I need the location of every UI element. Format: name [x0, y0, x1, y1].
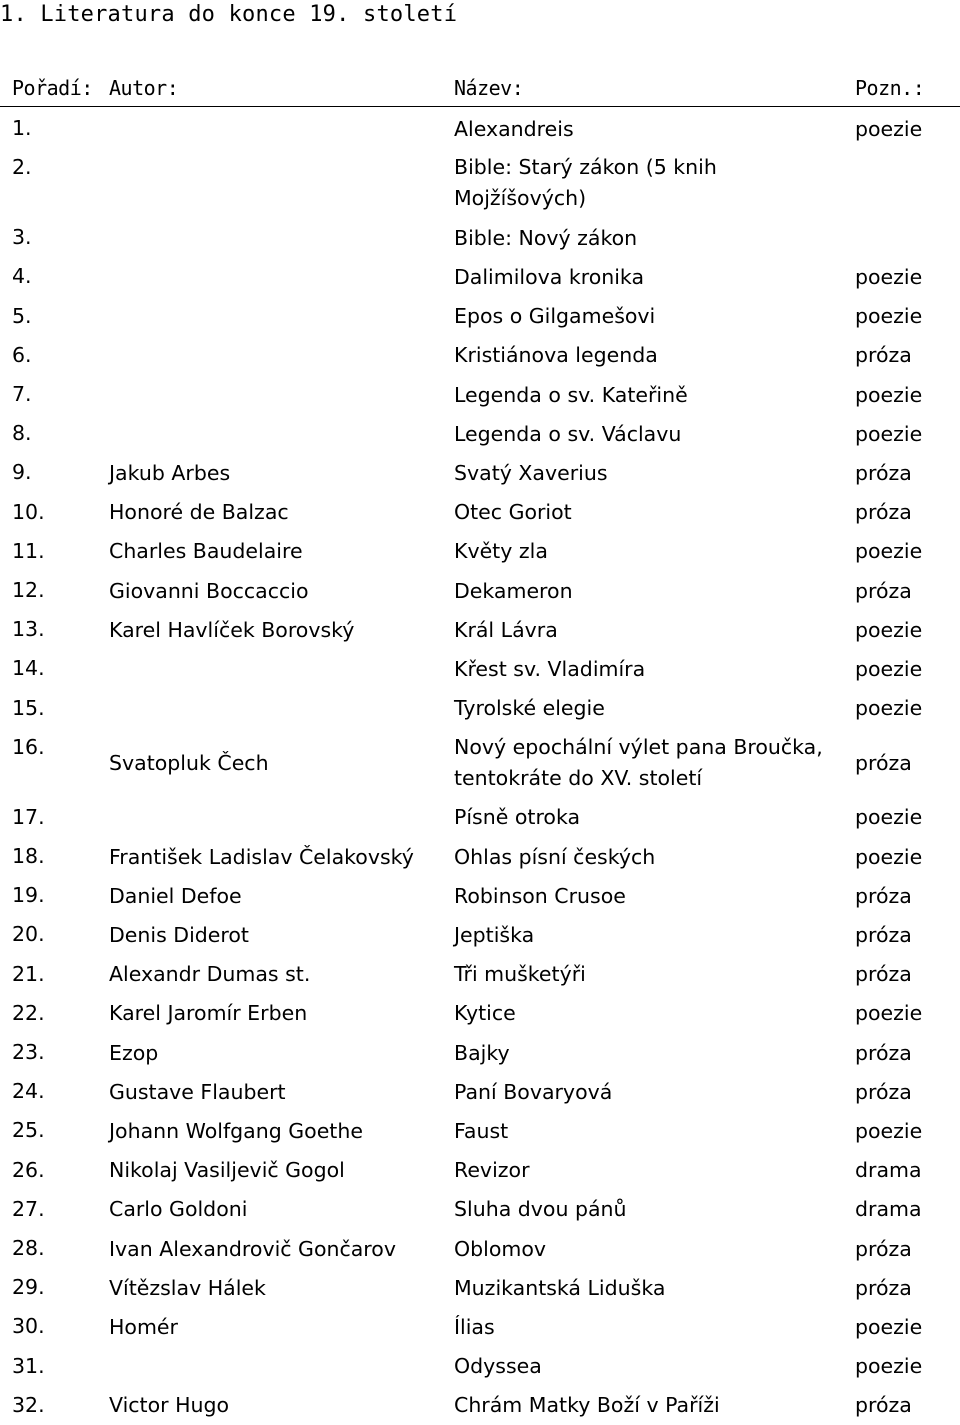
row-author: Denis Diderot — [109, 922, 249, 947]
row-note: poezie — [855, 617, 923, 642]
table-row — [0, 1347, 960, 1386]
table-row — [0, 493, 960, 532]
row-number: 21. — [12, 961, 45, 986]
row-author: Johann Wolfgang Goethe — [109, 1118, 363, 1143]
table-row — [0, 689, 960, 728]
row-note: próza — [855, 1275, 912, 1300]
row-number: 7. — [12, 382, 32, 406]
row-number: 31. — [12, 1353, 45, 1378]
row-note: poezie — [855, 304, 923, 329]
row-title: Nový epochální výlet pana Broučka, tentokráte do XV. století — [454, 734, 823, 790]
row-title: Muzikantská Liduška — [454, 1275, 666, 1300]
row-title: Tři mušketýři — [454, 962, 586, 987]
row-note: próza — [855, 750, 912, 775]
row-author: Victor Hugo — [109, 1393, 230, 1418]
row-title: Král Lávra — [454, 617, 558, 642]
row-number: 16. — [12, 734, 45, 759]
row-number: 5. — [12, 303, 32, 328]
row-number: 9. — [12, 460, 32, 485]
row-note: próza — [855, 460, 912, 485]
row-title: Květy zla — [454, 539, 548, 564]
row-author: Nikolaj Vasiljevič Gogol — [109, 1158, 345, 1183]
row-note: próza — [855, 1236, 912, 1261]
row-note: próza — [855, 1079, 912, 1104]
row-author: Karel Havlíček Borovský — [109, 617, 355, 642]
row-title: Otec Goriot — [454, 500, 572, 525]
row-title: Odyssea — [454, 1354, 542, 1379]
row-title: Bajky — [454, 1040, 510, 1065]
row-author: Vítězslav Hálek — [109, 1275, 266, 1300]
table-row — [0, 1268, 960, 1307]
row-number: 26. — [12, 1157, 45, 1182]
row-number: 8. — [12, 421, 32, 446]
table-row — [0, 453, 960, 492]
row-number: 10. — [12, 499, 45, 524]
header-note: Pozn.: — [855, 76, 925, 100]
row-number: 30. — [12, 1314, 45, 1339]
row-author: Carlo Goldoni — [109, 1197, 248, 1222]
row-number: 11. — [12, 538, 45, 563]
header-title: Název: — [454, 76, 524, 100]
row-number: 1. — [12, 116, 32, 140]
row-author: Alexandr Dumas st. — [109, 962, 311, 987]
row-note: próza — [855, 1040, 912, 1065]
table-row — [0, 1111, 960, 1150]
row-title: Dalimilova kronika — [454, 264, 645, 289]
row-number: 17. — [12, 804, 45, 829]
table-row — [0, 297, 960, 336]
row-number: 20. — [12, 922, 45, 947]
row-title: Dekameron — [454, 578, 573, 603]
row-title: Epos o Gilgamešovi — [454, 304, 656, 329]
table-row — [0, 798, 960, 837]
row-title: Jeptiška — [454, 922, 535, 947]
row-number: 2. — [12, 155, 32, 180]
header-author: Autor: — [109, 76, 179, 100]
row-author: Charles Baudelaire — [109, 539, 303, 564]
row-title: Bible: Starý zákon (5 knih Mojžíšových) — [454, 155, 717, 211]
row-title: Tyrolské elegie — [454, 696, 605, 721]
table-row — [0, 837, 960, 876]
row-note: drama — [855, 1197, 922, 1222]
row-number: 29. — [12, 1275, 45, 1300]
row-number: 18. — [12, 844, 45, 868]
row-note: próza — [855, 343, 912, 368]
row-number: 4. — [12, 264, 32, 289]
row-number: 6. — [12, 342, 32, 367]
row-note: próza — [855, 922, 912, 947]
table-row — [0, 1072, 960, 1111]
row-author: Ivan Alexandrovič Gončarov — [109, 1236, 396, 1261]
row-title: Ílias — [454, 1314, 495, 1339]
table-row — [0, 610, 960, 649]
row-note: poezie — [855, 696, 923, 721]
row-author: Gustave Flaubert — [109, 1079, 286, 1104]
row-author: Homér — [109, 1314, 178, 1339]
row-author: Giovanni Boccaccio — [109, 578, 309, 603]
row-number: 27. — [12, 1196, 45, 1221]
row-title: Faust — [454, 1118, 509, 1143]
table-row — [0, 1229, 960, 1268]
row-number: 14. — [12, 656, 45, 681]
table-row — [0, 375, 960, 414]
row-title: Kytice — [454, 1001, 516, 1026]
table-row — [0, 1307, 960, 1346]
row-note: próza — [855, 962, 912, 987]
table-row — [0, 218, 960, 257]
table-row — [0, 571, 960, 610]
row-note: poezie — [855, 116, 923, 141]
row-title: Robinson Crusoe — [454, 883, 626, 908]
row-number: 32. — [12, 1392, 45, 1417]
table-row — [0, 1151, 960, 1190]
table-row — [0, 994, 960, 1033]
row-number: 22. — [12, 1000, 45, 1025]
row-note: drama — [855, 1158, 922, 1183]
row-title: Kristiánova legenda — [454, 343, 658, 368]
row-number: 24. — [12, 1079, 45, 1104]
table-row — [0, 414, 960, 453]
row-title: Svatý Xaverius — [454, 460, 608, 485]
row-note: poezie — [855, 1001, 923, 1026]
row-note: poezie — [855, 382, 923, 407]
row-note: poezie — [855, 539, 923, 564]
table-row — [0, 1033, 960, 1072]
row-number: 12. — [12, 578, 45, 602]
row-note: poezie — [855, 656, 923, 681]
row-title: Ohlas písní českých — [454, 844, 656, 869]
row-note: poezie — [855, 264, 923, 289]
row-number: 13. — [12, 617, 45, 642]
row-number: 3. — [12, 225, 32, 250]
row-title: Písně otroka — [454, 805, 581, 830]
table-row — [0, 955, 960, 994]
table-row — [0, 109, 960, 148]
row-note: próza — [855, 883, 912, 908]
row-author: Honoré de Balzac — [109, 500, 289, 525]
row-title: Alexandreis — [454, 116, 574, 141]
row-note: próza — [855, 500, 912, 525]
row-number: 25. — [12, 1118, 45, 1143]
table-row — [0, 336, 960, 375]
row-number: 23. — [12, 1040, 45, 1064]
row-title: Bible: Nový zákon — [454, 225, 638, 250]
row-author: Ezop — [109, 1040, 159, 1065]
row-title: Chrám Matky Boží v Paříži — [454, 1393, 720, 1418]
row-author: Daniel Defoe — [109, 883, 242, 908]
row-author: František Ladislav Čelakovský — [109, 844, 414, 869]
row-note: poezie — [855, 844, 923, 869]
row-author: Karel Jaromír Erben — [109, 1001, 308, 1026]
row-number: 19. — [12, 883, 45, 908]
table-row — [0, 1190, 960, 1229]
row-title: Legenda o sv. Kateřině — [454, 382, 688, 407]
row-note: poezie — [855, 1314, 923, 1339]
row-author: Jakub Arbes — [109, 460, 231, 485]
row-author: Svatopluk Čech — [109, 750, 269, 775]
table-row — [0, 257, 960, 296]
row-note: próza — [855, 1393, 912, 1418]
row-title: Revizor — [454, 1158, 530, 1183]
table-header — [0, 70, 960, 107]
row-title: Paní Bovaryová — [454, 1079, 613, 1104]
table-row — [0, 649, 960, 688]
row-title: Křest sv. Vladimíra — [454, 656, 646, 681]
table-row — [0, 876, 960, 915]
row-note: poezie — [855, 805, 923, 830]
row-note: poezie — [855, 1354, 923, 1379]
row-note: poezie — [855, 1118, 923, 1143]
table-row — [0, 728, 960, 798]
table-row — [0, 148, 960, 218]
row-number: 15. — [12, 695, 45, 720]
row-title: Legenda o sv. Václavu — [454, 421, 682, 446]
page-title: 1. Literatura do konce 19. století — [0, 2, 458, 27]
row-note: próza — [855, 578, 912, 603]
row-number: 28. — [12, 1236, 45, 1260]
row-title: Sluha dvou pánů — [454, 1197, 627, 1222]
row-title: Oblomov — [454, 1236, 547, 1261]
table-row — [0, 915, 960, 954]
table-row — [0, 532, 960, 571]
row-note: poezie — [855, 421, 923, 446]
header-num: Pořadí: — [12, 76, 93, 100]
